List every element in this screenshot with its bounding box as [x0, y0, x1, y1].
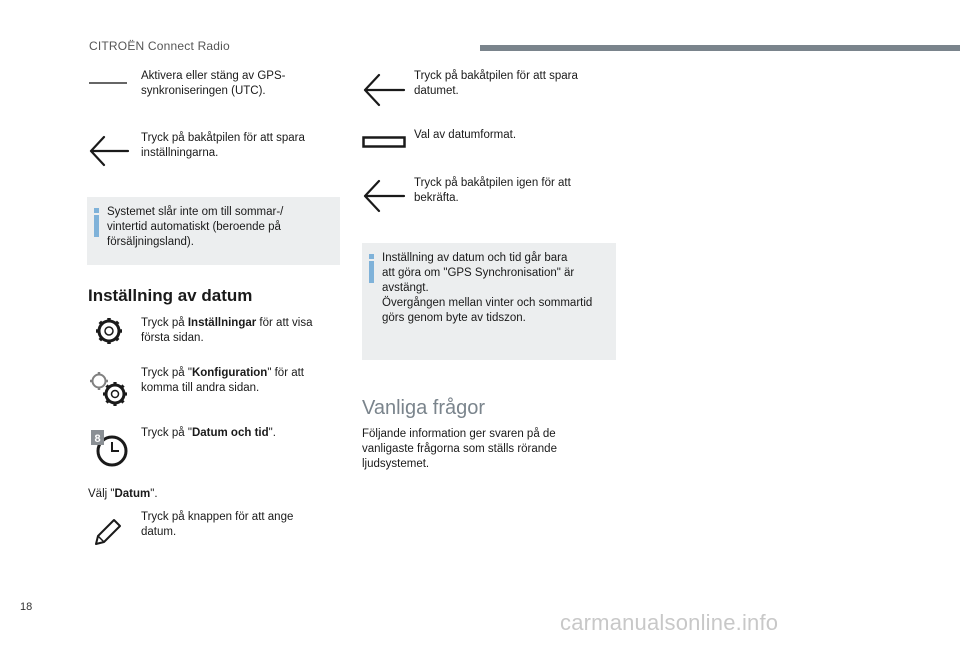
back-confirm-text: Tryck på bakåtpilen igen för att bekräfta.: [414, 177, 571, 204]
section-title: Inställning av datum: [88, 286, 253, 305]
note-gps: [362, 243, 616, 360]
pencil-icon: [92, 516, 124, 548]
back-arrow-icon: [362, 72, 406, 108]
back-arrow-icon: [88, 134, 130, 168]
settings-gear-icon: [94, 316, 124, 346]
toggle-slider-icon: [88, 76, 128, 90]
faq-text: Följande information ger svaren på de vanligaste frågorna som ställs rörande ljudsystemet.: [362, 428, 557, 470]
info-icon: [369, 254, 374, 284]
date-format-field-icon: [362, 136, 406, 148]
note-gps-text: Inställning av datum och tid går bara att göra om "GPS Synchronisation" är avstängt. Övergången mellan vinter och sommartid görs genom byte av tidszon.: [382, 252, 593, 324]
note-dst: [87, 197, 340, 265]
back-arrow-icon: [362, 178, 406, 214]
header-title: CITROËN Connect Radio: [89, 39, 230, 53]
step-pencil: Tryck på knappen för att ange datum.: [141, 511, 294, 538]
page-number: 18: [20, 601, 33, 613]
info-icon: [94, 208, 99, 238]
note-dst-text: Systemet slår inte om till sommar-/ vintertid automatiskt (beroende på försäljningsland).: [107, 206, 284, 248]
header-bar: [480, 45, 960, 51]
select-date: Välj "Datum".: [88, 488, 158, 500]
faq-title: Vanliga frågor: [362, 397, 486, 419]
clock-badge-number: 8: [94, 433, 101, 445]
date-format-text: Val av datumformat.: [414, 129, 517, 141]
watermark: carmanualsonline.info: [560, 610, 779, 635]
step-settings: Tryck på Inställningar för att visa första sidan.: [141, 317, 313, 344]
configuration-gears-icon: [88, 370, 130, 408]
back-save-date-text: Tryck på bakåtpilen för att spara datumet.: [414, 70, 578, 97]
step-configuration: Tryck på "Konfiguration" för att komma till andra sidan.: [141, 367, 305, 394]
clock-icon: [90, 428, 130, 468]
back-save-settings-text: Tryck på bakåtpilen för att spara inställningarna.: [141, 132, 305, 159]
gps-toggle-text: Aktivera eller stäng av GPS-synkroniseringen (UTC).: [141, 70, 286, 97]
step-datetime: Tryck på "Datum och tid".: [141, 427, 276, 439]
